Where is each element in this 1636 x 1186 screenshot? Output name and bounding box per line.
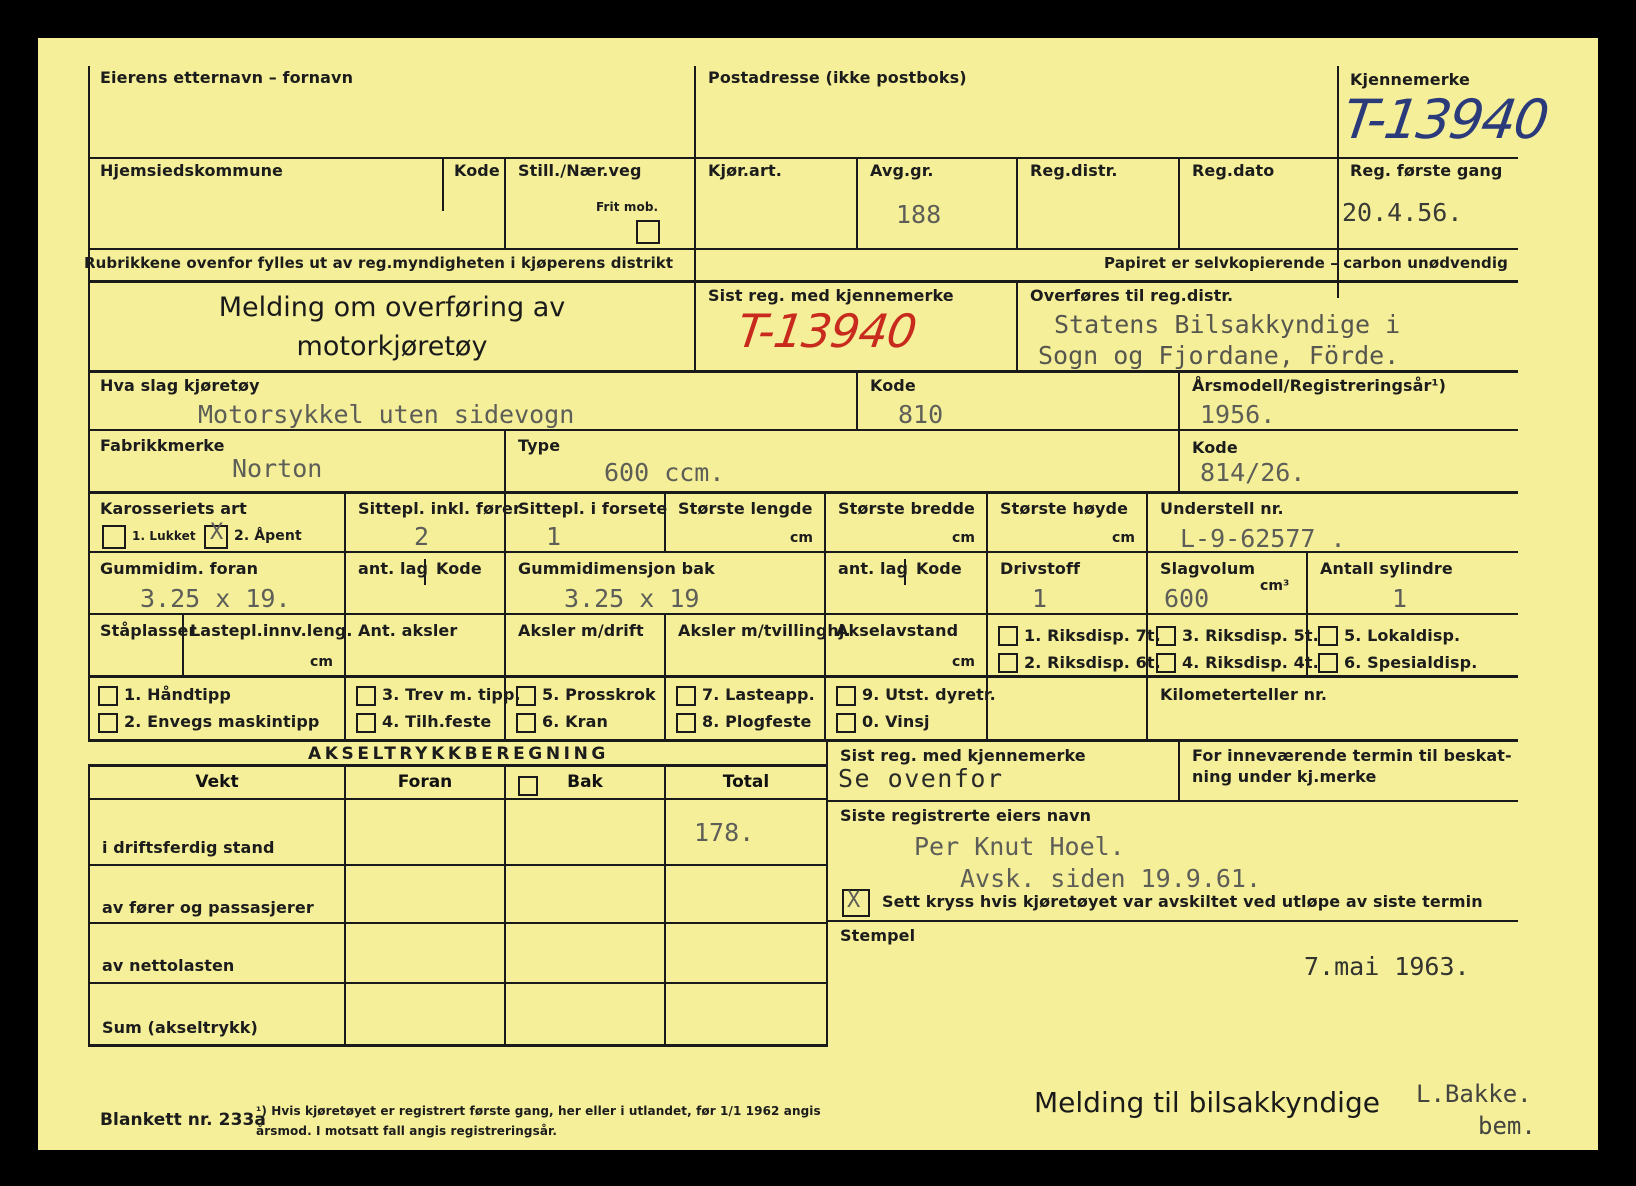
- rule: [504, 431, 506, 491]
- tire-rear-value: 3.25 x 19: [564, 584, 700, 613]
- label-body-type: Karosseriets art: [100, 499, 247, 518]
- label-equip-7: 7. Lasteapp.: [702, 685, 815, 704]
- label-axle-count: Ant. aksler: [358, 621, 458, 640]
- rule: [88, 739, 1518, 742]
- rule: [442, 159, 444, 211]
- label-equip-8: 8. Plogfeste: [702, 712, 812, 731]
- label-postal-address: Postadresse (ikke postboks): [708, 68, 967, 87]
- vehicle-kind-value: Motorsykkel uten sidevogn: [198, 400, 575, 429]
- cargo-length-unit: cm: [310, 654, 334, 670]
- make-code-value: 814/26.: [1200, 458, 1306, 487]
- rule: [88, 764, 90, 1046]
- first-registration-value: 20.4.56.: [1342, 198, 1463, 227]
- make-value: Norton: [232, 454, 323, 483]
- rule: [88, 764, 828, 767]
- rule: [88, 613, 1518, 615]
- form-number: Blankett nr. 233a: [100, 1110, 267, 1130]
- label-ant-lag-front: ant. lag: [358, 559, 429, 578]
- rule: [88, 157, 1518, 159]
- rule: [1178, 373, 1180, 491]
- chassis-number-value: L-9-62577 .: [1180, 524, 1346, 553]
- lokaldisp-checkbox[interactable]: [1318, 626, 1338, 646]
- label-transfer-district: Overføres til reg.distr.: [1030, 286, 1234, 305]
- footnote-line-2: årsmod. I motsatt fall angis registreringsår.: [256, 1124, 558, 1138]
- equip-1-checkbox[interactable]: [98, 686, 118, 706]
- cylinders-value: 1: [1392, 584, 1408, 613]
- displacement-unit: cm³: [1260, 578, 1290, 594]
- rule: [88, 370, 1518, 373]
- label-code-front: Kode: [436, 559, 482, 578]
- rule: [88, 1044, 828, 1047]
- label-tire-front: Gummidim. foran: [100, 559, 259, 578]
- equip-6-checkbox[interactable]: [516, 713, 536, 733]
- rule: [88, 491, 1518, 494]
- seats-value: 2: [414, 522, 430, 551]
- rule: [824, 494, 826, 551]
- equip-2-checkbox[interactable]: [98, 713, 118, 733]
- label-chassis-number: Understell nr.: [1160, 499, 1284, 518]
- displacement-value: 600: [1164, 584, 1210, 613]
- rule: [504, 553, 506, 613]
- equip-9-checkbox[interactable]: [836, 686, 856, 706]
- rule: [664, 615, 666, 675]
- label-code: Kode: [454, 161, 500, 180]
- label-current-term: For inneværende termin til beskat-: [1192, 746, 1512, 765]
- label-equip-4: 4. Tilh.feste: [382, 712, 492, 731]
- rule: [344, 553, 346, 613]
- handwritten-registration-mark: T-13940: [1339, 88, 1551, 151]
- rule: [828, 800, 1518, 802]
- label-odometer: Kilometerteller nr.: [1160, 685, 1328, 704]
- rule: [828, 920, 1518, 922]
- width-unit: cm: [952, 530, 976, 546]
- transfer-district-line-1: Statens Bilsakkyndige i: [1054, 310, 1401, 339]
- table-row-label: i driftsferdig stand: [102, 838, 275, 857]
- label-code-rear: Kode: [916, 559, 962, 578]
- riksdisp-2-checkbox[interactable]: [998, 653, 1018, 673]
- label-twin-wheel-axles: Aksler m/tvillinghj.: [678, 621, 851, 640]
- rule: [504, 615, 506, 675]
- label-tire-rear: Gummidimensjon bak: [518, 559, 715, 578]
- label-closed: 1. Lukket: [132, 529, 196, 543]
- label-cylinders: Antall sylindre: [1320, 559, 1453, 578]
- fuel-value: 1: [1032, 584, 1048, 613]
- col-header-total: Total: [722, 772, 770, 792]
- free-mobile-checkbox[interactable]: [636, 220, 660, 244]
- label-last-reg-mark-2: Sist reg. med kjennemerke: [840, 746, 1086, 765]
- last-reg-mark-2-value: Se ovenfor: [838, 764, 1004, 793]
- rule: [1178, 159, 1180, 249]
- label-make-code: Kode: [1192, 438, 1238, 457]
- label-drive-type: Kjør.art.: [708, 161, 782, 180]
- equip-5-checkbox[interactable]: [516, 686, 536, 706]
- note-filled-by-authority: Rubrikkene ovenfor fylles ut av reg.myndigheten i kjøperens distrikt: [84, 254, 674, 272]
- label-position-road: Still./Nær.veg: [518, 161, 642, 180]
- rule: [1146, 553, 1148, 613]
- handwritten-last-reg-mark: T-13940: [734, 304, 920, 358]
- label-riksdisp-4: 4. Riksdisp. 4t.: [1182, 653, 1319, 672]
- type-value: 600 ccm.: [604, 458, 725, 487]
- label-home-municipality: Hjemsiedskommune: [100, 161, 284, 180]
- rule: [344, 767, 346, 1046]
- rule: [1146, 494, 1148, 551]
- rule: [824, 553, 826, 613]
- col-header-weight: Vekt: [195, 772, 239, 792]
- bottom-caption: Melding til bilsakkyndige: [1034, 1086, 1380, 1119]
- wheelbase-unit: cm: [952, 654, 976, 670]
- rule: [504, 767, 506, 1046]
- equip-7-checkbox[interactable]: [676, 686, 696, 706]
- label-lokaldisp: 5. Lokaldisp.: [1344, 626, 1461, 645]
- form-title: [90, 288, 694, 366]
- axle-table-title: AKSELTRYKKBEREGNING: [308, 744, 609, 764]
- label-kind-code: Kode: [870, 376, 916, 395]
- fee-group-value: 188: [896, 200, 942, 229]
- label-equip-1: 1. Håndtipp: [124, 685, 231, 704]
- label-equip-6: 6. Kran: [542, 712, 608, 731]
- label-driven-axles: Aksler m/drift: [518, 621, 644, 640]
- label-max-height: Største høyde: [1000, 499, 1129, 518]
- rule: [1178, 742, 1180, 800]
- tire-front-value: 3.25 x 19.: [140, 584, 291, 613]
- rule: [1306, 553, 1308, 613]
- rule: [90, 864, 826, 866]
- label-equip-2: 2. Envegs maskintipp: [124, 712, 320, 731]
- equip-3-checkbox[interactable]: [356, 686, 376, 706]
- rule: [694, 66, 696, 298]
- label-vehicle-kind: Hva slag kjøretøy: [100, 376, 260, 395]
- label-last-owner: Siste registrerte eiers navn: [840, 806, 1092, 825]
- label-riksdisp-1: 1. Riksdisp. 7t.: [1024, 626, 1161, 645]
- form-title-line-2: motorkjøretøy: [296, 331, 488, 362]
- rule: [1146, 678, 1148, 742]
- label-plates-removed: Sett kryss hvis kjøretøyet var avskiltet ved utløpe av siste termin: [882, 892, 1483, 911]
- label-equip-9: 9. Utst. dyretr.: [862, 685, 996, 704]
- rule: [88, 675, 1518, 678]
- equip-0-checkbox[interactable]: [836, 713, 856, 733]
- rule: [90, 922, 826, 924]
- rule: [1016, 159, 1018, 249]
- table-row-label: Sum (akseltrykk): [102, 1018, 258, 1037]
- spesialdisp-checkbox[interactable]: [1318, 653, 1338, 673]
- plates-removed-value: Avsk. siden 19.9.61.: [960, 864, 1262, 893]
- label-ant-lag-rear: ant. lag: [838, 559, 909, 578]
- length-unit: cm: [790, 530, 814, 546]
- col-header-rear: Bak: [567, 772, 603, 792]
- rule: [664, 767, 666, 1046]
- rule: [88, 280, 1518, 283]
- rule: [824, 678, 826, 742]
- rule: [344, 678, 346, 742]
- label-front-seats: Sittepl. i forsete: [518, 499, 668, 518]
- rule: [986, 553, 988, 613]
- label-fee-group: Avg.gr.: [870, 161, 934, 180]
- kind-code-value: 810: [898, 400, 944, 429]
- riksdisp-1-checkbox[interactable]: [998, 626, 1018, 646]
- col-header-front: Foran: [397, 772, 453, 792]
- label-reg-district: Reg.distr.: [1030, 161, 1118, 180]
- riksdisp-4-checkbox[interactable]: [1156, 653, 1176, 673]
- registration-card: [38, 38, 1598, 1150]
- last-owner-value: Per Knut Hoel.: [914, 832, 1125, 861]
- rule: [826, 742, 828, 1046]
- height-unit: cm: [1112, 530, 1136, 546]
- form-title-line-1: Melding om overføring av: [218, 292, 566, 323]
- label-first-registration: Reg. første gang: [1350, 161, 1503, 180]
- label-type: Type: [518, 436, 561, 455]
- label-max-length: Største lengde: [678, 499, 813, 518]
- label-stamp: Stempel: [840, 926, 916, 945]
- rule: [856, 373, 858, 429]
- label-owner-name: Eierens etternavn – fornavn: [100, 68, 354, 87]
- signature-title: bem.: [1478, 1112, 1536, 1140]
- closed-body-checkbox[interactable]: [102, 525, 126, 549]
- riksdisp-3-checkbox[interactable]: [1156, 626, 1176, 646]
- label-fuel: Drivstoff: [1000, 559, 1081, 578]
- rule: [664, 678, 666, 742]
- equip-8-checkbox[interactable]: [676, 713, 696, 733]
- table-row-label: av fører og passasjerer: [102, 898, 314, 917]
- plates-removed-mark: X: [847, 888, 861, 913]
- label-riksdisp-3: 3. Riksdisp. 5t.: [1182, 626, 1319, 645]
- total-operational-value: 178.: [694, 818, 755, 847]
- label-riksdisp-2: 2. Riksdisp. 6t.: [1024, 653, 1161, 672]
- label-free-mobile: Frit mob.: [596, 200, 659, 214]
- signature-name: L.Bakke.: [1416, 1080, 1532, 1108]
- stamp-date-value: 7.mai 1963.: [1304, 952, 1470, 981]
- rule: [986, 494, 988, 551]
- rule: [856, 159, 858, 249]
- footnote-line-1: ¹) Hvis kjøretøyet er registrert første gang, her eller i utlandet, før 1/1 1962 angis: [256, 1104, 821, 1118]
- rule: [986, 615, 988, 675]
- open-body-mark: X: [210, 520, 224, 545]
- label-last-reg-mark: Sist reg. med kjennemerke: [708, 286, 954, 305]
- label-current-term-2: ning under kj.merke: [1192, 767, 1377, 786]
- front-seats-value: 1: [546, 522, 562, 551]
- rule: [344, 494, 346, 551]
- label-equip-5: 5. Prosskrok: [542, 685, 656, 704]
- transfer-district-line-2: Sogn og Fjordane, Förde.: [1038, 341, 1400, 370]
- rule: [88, 248, 1518, 250]
- label-displacement: Slagvolum: [1160, 559, 1256, 578]
- table-row-label: av nettolasten: [102, 956, 235, 975]
- label-seats-incl-driver: Sittepl. inkl. fører: [358, 499, 521, 518]
- label-equip-0: 0. Vinsj: [862, 712, 930, 731]
- rule: [1016, 282, 1018, 372]
- label-model-year: Årsmodell/Registreringsår¹): [1192, 376, 1447, 395]
- rule: [504, 159, 506, 249]
- rule: [90, 982, 826, 984]
- label-standing-places: Ståplasser: [100, 621, 197, 640]
- label-make: Fabrikkmerke: [100, 436, 225, 455]
- rule: [90, 798, 826, 800]
- label-equip-3: 3. Trev m. tipp.: [382, 685, 521, 704]
- label-spesialdisp: 6. Spesialdisp.: [1344, 653, 1478, 672]
- label-max-width: Største bredde: [838, 499, 976, 518]
- rule: [694, 282, 696, 372]
- label-registration-mark: Kjennemerke: [1350, 70, 1470, 89]
- note-carbon-paper: Papiret er selvkopierende – carbon unødvendig: [1104, 254, 1508, 272]
- label-open: 2. Åpent: [234, 528, 302, 544]
- equip-4-checkbox[interactable]: [356, 713, 376, 733]
- label-reg-date: Reg.dato: [1192, 161, 1275, 180]
- model-year-value: 1956.: [1200, 400, 1276, 429]
- label-wheelbase: Akselavstand: [836, 621, 959, 640]
- rule: [88, 429, 1518, 431]
- label-cargo-length: Lastepl.innv.leng.: [190, 621, 353, 640]
